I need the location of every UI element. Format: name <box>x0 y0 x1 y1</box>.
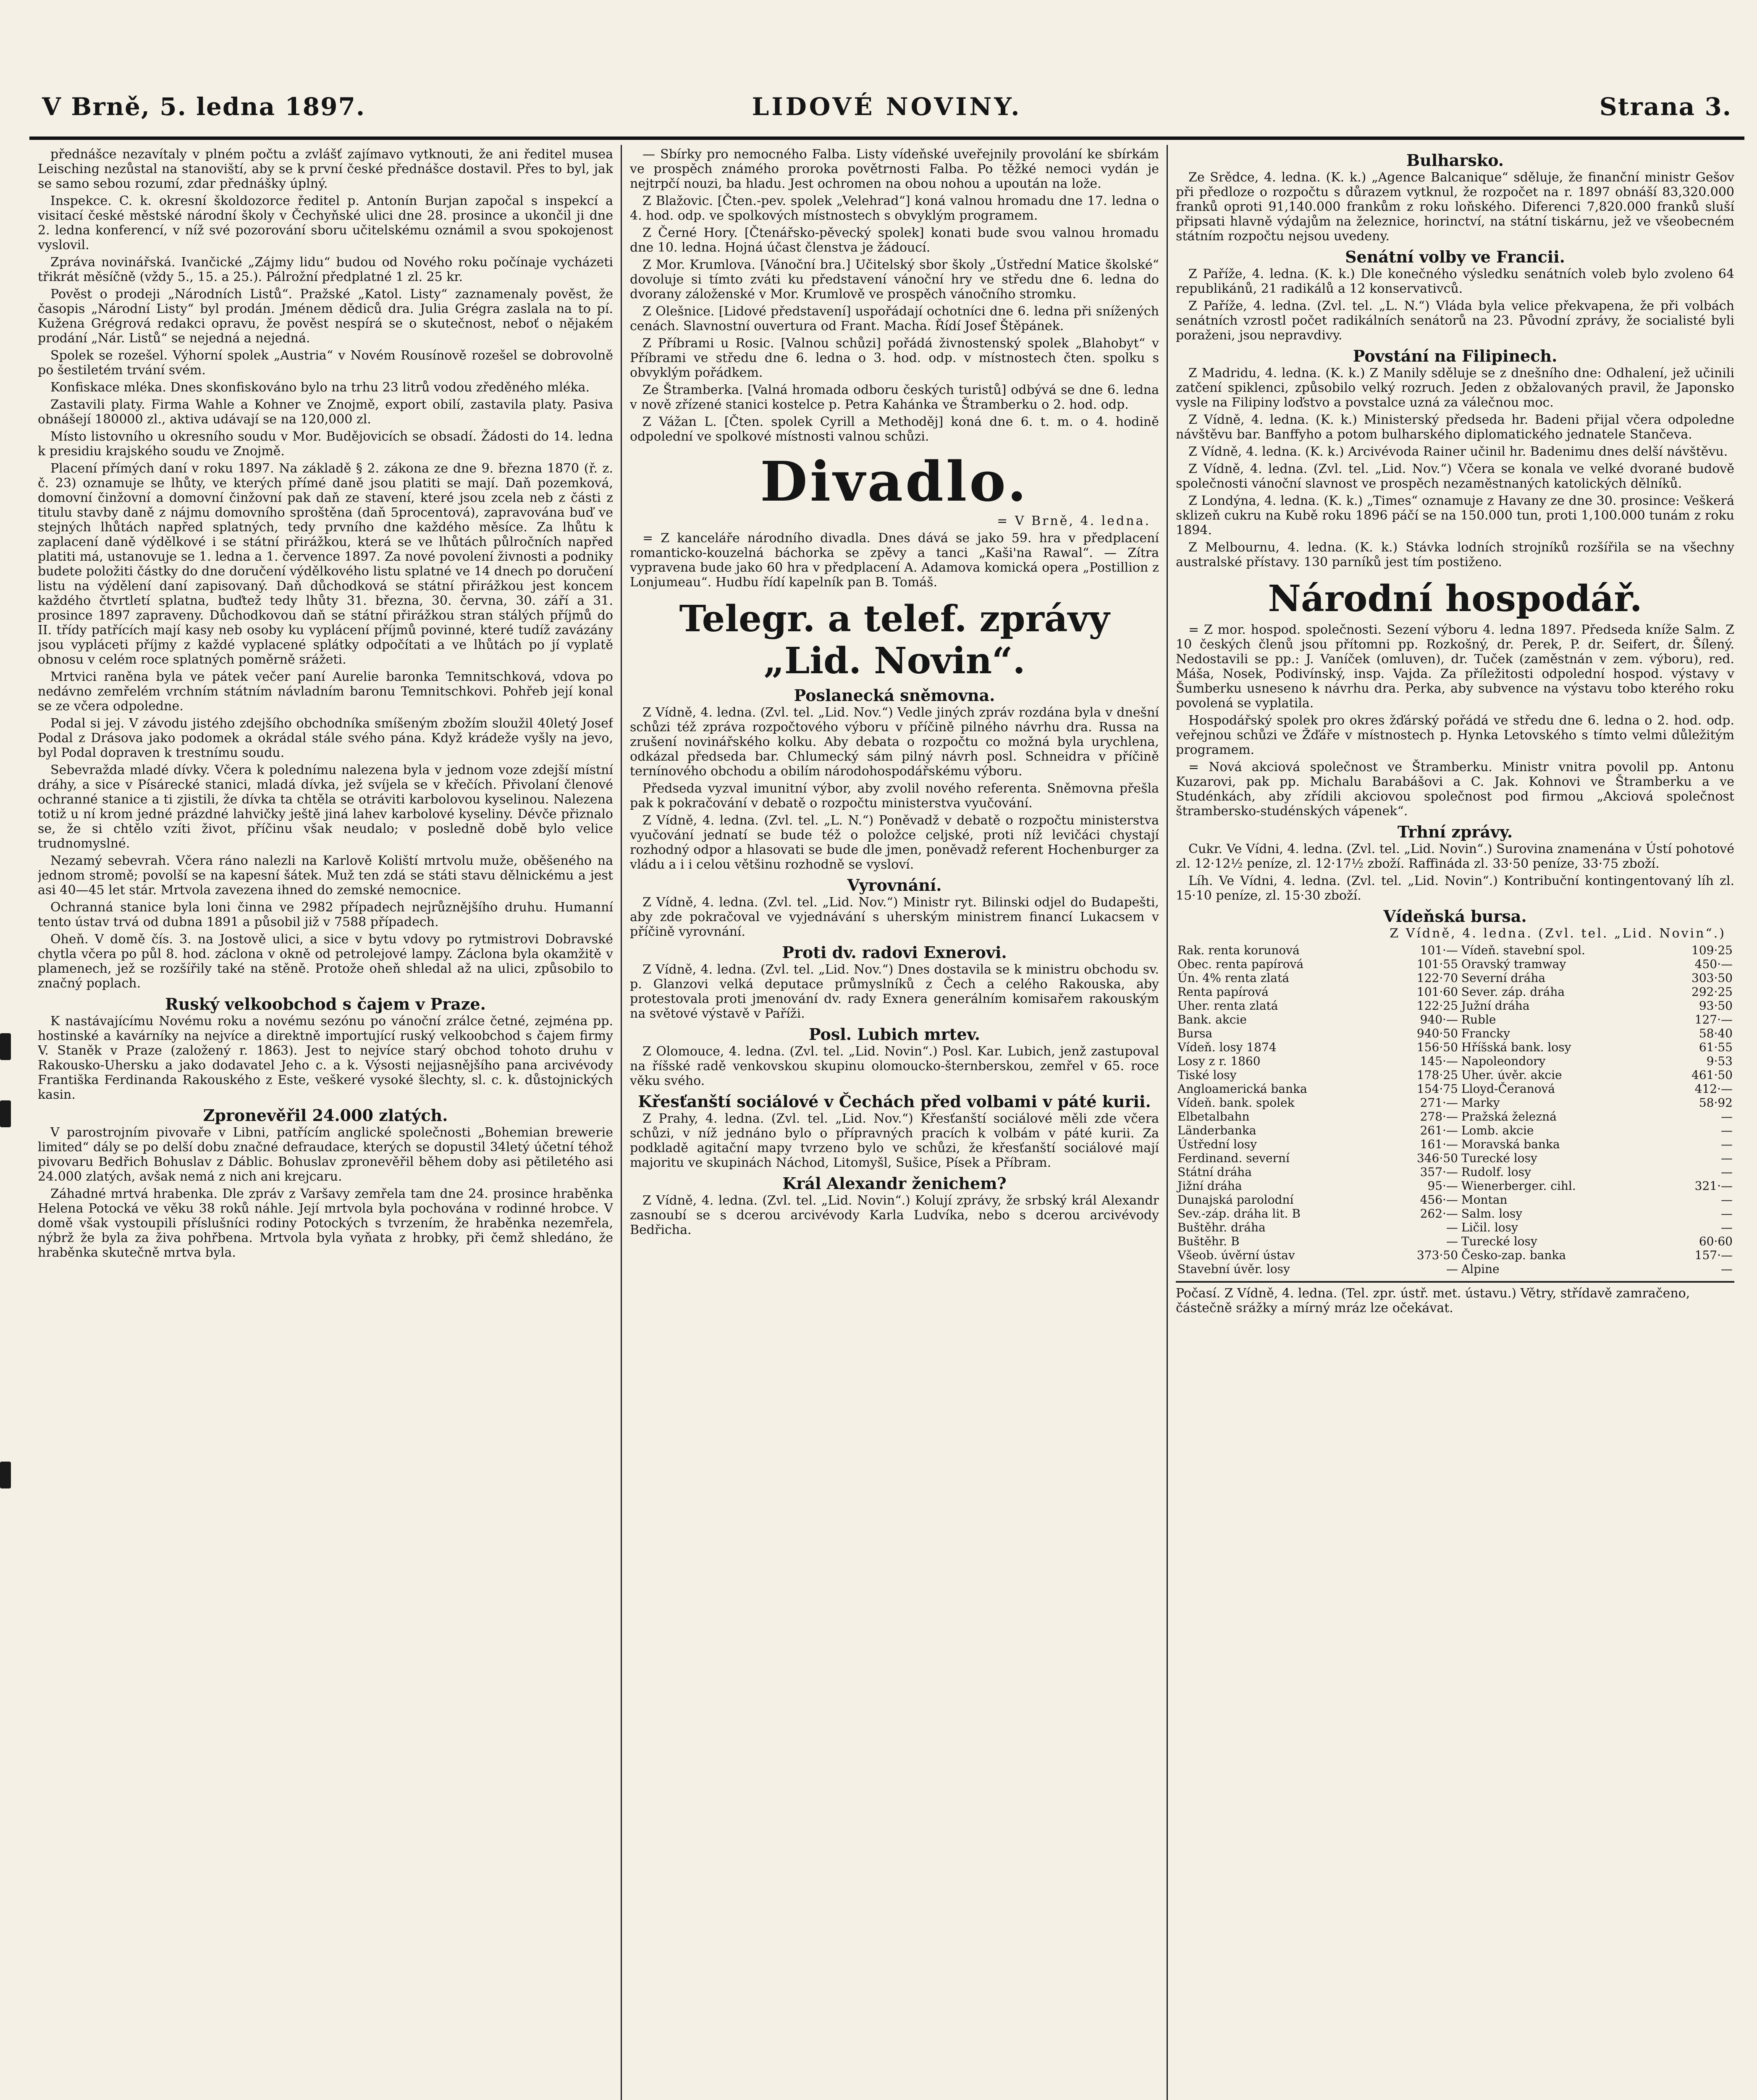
bursa-row <box>1176 1151 1734 1165</box>
bursa-price: 357·— <box>1420 1165 1458 1179</box>
bursa-price: 940·50 <box>1416 1026 1458 1040</box>
bursa-security-name: Uher. úvěr. akcie <box>1461 1068 1562 1082</box>
bursa-price: 95·— <box>1427 1179 1458 1193</box>
bursa-security-name: Jižní dráha <box>1177 1179 1242 1193</box>
article-paragraph: Placení přímých daní v roku 1897. Na základě § 2. zákona ze dne 9. března 1870 (ř. z. č. 23) oznamuje se lhůty, ve kterých přímé daně jsou platiti se mají. Daň pozemková, domovní činžovní a domovní činžovní pak daň ze stavení, které jsou zcela neb z části z titulu stavby daně z nájmu domovního sproštěna (daň 5procentová), zapravována buď ve stejných lhůtách napřed splatných, tedy prvního dne každého měsíce. Za lhůtu k zaplacení daně výdělkové i se státní přirážkou, která se ve lhůtách půlročních napřed platiti má, ustanovuje se 1. ledna a 1. července 1897. Za nové povolení živnosti a podniky budete položiti částky do dne doručení výdělkového listu splatné ve 14 dnech po doručení listu na výdělení daní zapisovaný. Daň důchodková se státní přirážkou jest koncem každého čtvrtletí splatna, buďtež tedy lhůty 31. března, 30. června, 30. září a 31. prosince 1897 zapraveny. Důchodkovou daň se státní přirážkou stran stálých příjmů do II. třídy patřících mají kasy neb osoby ku vyplácení příjmů povinné, které tudíž zavázány jsou vypláceti příjmy z každé vyplacené splátky odpočítati a ve lhůtách po jí vyplatě obnosu v celém roce splatných poměrně srážeti. <box>38 461 613 667</box>
bursa-price: 101·— <box>1420 943 1458 957</box>
bursa-row <box>1176 1137 1734 1151</box>
article-paragraph: Hospodářský spolek pro okres žďárský pořádá ve středu dne 6. ledna o 2. hod. odp. veřejnou schůzi ve Žďáře v místnostech p. Hynka Letovského s tímto velmi důležitým programem. <box>1176 713 1734 757</box>
article-paragraph: Z Příbrami u Rosic. [Valnou schůzi] pořádá živnostenský spolek „Blahobyt“ v Příbrami ve středu dne 6. ledna o 3. hod. odp. v místnostech čten. spolku s obvyklým pořádkem. <box>630 336 1159 380</box>
bursa-security-name: Státní dráha <box>1177 1165 1252 1179</box>
bursa-security-name: Francky <box>1461 1026 1510 1040</box>
bursa-security-name: Lomb. akcie <box>1461 1124 1534 1137</box>
article-paragraph: Z Vídně, 4. ledna. (K. k.) Arcivévoda Rainer učinil hr. Badenimu dnes delší návštěvu. <box>1188 444 1728 459</box>
bursa-row <box>1176 1221 1734 1234</box>
column-2 <box>630 147 1159 2100</box>
bursa-price: — <box>1721 1165 1733 1179</box>
bursa-price: 456·— <box>1420 1193 1458 1207</box>
article-paragraph: Z Vídně, 4. ledna. (Zvl. tel. „L. N.“) Poněvadž v debatě o rozpočtu ministerstva vyučování jednatí se bude též o položce celjské, proti níž levičáci chystají rozhodný odpor a hlasovati se bude dle jmen, poněvadž referent Hochenburger za vládu a i i celou většinu rozhodně se vysloví. <box>630 813 1159 872</box>
article-paragraph: Z Madridu, 4. ledna. (K. k.) Z Manily sděluje se z dnešního dne: Odhalení, jež učinili zatčení spiklenci, způsobilo velký rozruch. Jeden z obžalovaných pravil, že Japonsko vysle na Filipiny loďstvo a povstalce uzná za válečnou moc. <box>1176 366 1734 410</box>
column-rule <box>1167 145 1168 2100</box>
bursa-price: 93·50 <box>1699 999 1733 1013</box>
article-paragraph: — Sbírky pro nemocného Falba. Listy vídeňské uveřejnily provolání ke sbírkám ve prospěch známého proroka povětrnosti Falba. Po těžké nemoci vydán je nejtrpčí nouzi, ba hladu. Jest ochromen na obou nohou a upoután na lože. <box>630 147 1159 191</box>
bursa-table <box>1176 943 1734 1276</box>
bursa-price: — <box>1721 1151 1733 1165</box>
article-paragraph: Z Londýna, 4. ledna. (K. k.) „Times“ oznamuje z Havany ze dne 30. prosince: Veškerá sklizeň cukru na Kubě roku 1896 páčí se na 150.000 tun, proti 1,100.000 tunám z roku 1894. <box>1176 494 1734 538</box>
bursa-row <box>1176 999 1734 1013</box>
bursa-security-name: Uher. renta zlatá <box>1177 999 1278 1013</box>
article-heading: Vídeňská bursa. <box>1383 907 1527 926</box>
column-3-articles <box>1176 153 1734 941</box>
bursa-security-name: Česko-zap. banka <box>1461 1248 1566 1262</box>
bursa-price: 321·— <box>1694 1179 1733 1193</box>
bursa-security-name: Renta papírová <box>1177 985 1269 999</box>
article-paragraph: Z Mor. Krumlova. [Vánoční bra.] Učitelský sbor školy „Ústřední Matice školské“ dovoluje si tímto zváti ku představení vánoční hry ve středu dne 6. ledna do dvorany záloženské v Mor. Krumlově ve prospěch vánočního stromku. <box>630 257 1159 302</box>
bursa-row <box>1176 1248 1734 1262</box>
bursa-price: 461·50 <box>1691 1068 1733 1082</box>
article-heading: Poslanecká sněmovna. <box>794 686 995 705</box>
article-paragraph: Záhadné mrtvá hrabenka. Dle zpráv z Varšavy zemřela tam dne 24. prosince hraběnka Helena Potocká ve věku 38 roků náhle. Její mrtvola byla pochována v rodinné hrobce. V domě však vystoupili příslušníci rodiny Potockých s tvrzením, že hraběnka nezemřela, nýbrž že byla za živa pohřbena. Mrtvola byla vyňata z hrobky, při čemž shledáno, že hraběnka skutečně mrtva byla. <box>38 1186 613 1260</box>
bursa-row <box>1176 1026 1734 1040</box>
article-heading: Povstání na Filipinech. <box>1353 346 1558 365</box>
column-3 <box>1176 147 1734 2100</box>
article-heading: Zpronevěřil 24.000 zlatých. <box>203 1106 448 1125</box>
bursa-row <box>1176 1193 1734 1207</box>
bursa-security-name: Ličil. losy <box>1461 1221 1518 1234</box>
bursa-security-name: Severní dráha <box>1461 971 1546 985</box>
binding-mark <box>0 1462 11 1488</box>
bursa-price: 154·75 <box>1416 1082 1458 1096</box>
article-paragraph: Z Melbournu, 4. ledna. (K. k.) Stávka lodních strojníků rozšířila se na všechny australské přístavy. 130 parníků jest tím postiženo. <box>1176 540 1734 570</box>
bursa-row <box>1176 1110 1734 1124</box>
bursa-price: — <box>1446 1262 1458 1276</box>
newspaper-page <box>29 0 1744 2100</box>
article-paragraph: Konfiskace mléka. Dnes skonfiskováno bylo na trhu 23 litrů vodou zředěného mléka. <box>50 380 590 395</box>
bursa-price: — <box>1721 1137 1733 1151</box>
article-paragraph: Oheň. V domě čís. 3. na Jostově ulici, a sice v bytu vdovy po rytmistrovi Dobravské chytla včera po půl 8. hod. záclona v okně od petrolejové lampy. Záclona byla okamžitě v plamenech, jež se rozšířily také na stěně. Protože oheň shledal až na ulici, způsobilo to značný poplach. <box>38 932 613 991</box>
bursa-price: 271·— <box>1420 1096 1458 1110</box>
bursa-price: 58·92 <box>1699 1096 1733 1110</box>
bursa-price: 261·— <box>1420 1124 1458 1137</box>
bursa-row <box>1176 1068 1734 1082</box>
article-paragraph: K nastávajícímu Novému roku a novému sezónu po vánoční zrálce četné, zejména pp. hostinské a kavárníky na nejvíce a direktně importující ruský velkoobchod s čajem firmy V. Staněk v Praze (založený r. 1863). Jest to nejvíce starý obchod tohoto druhu v Rakousko-Uhersku a jako dodavatel Jeho c. a k. Výsosti nejjasnějšího pana arcivévody Františka Ferdinanda Rakouského z Este, veškeré vysoké šlechty, sl. c. k. důstojnických kasin. <box>38 1014 613 1102</box>
article-heading: Trhní zprávy. <box>1397 822 1513 841</box>
bursa-security-name: Napoleondory <box>1461 1054 1546 1068</box>
bursa-security-name: Stavební úvěr. losy <box>1177 1262 1290 1276</box>
bursa-price: — <box>1721 1262 1733 1276</box>
bursa-security-name: Turecké losy <box>1461 1151 1537 1165</box>
article-paragraph: Ochranná stanice byla loni činna ve 2982 případech nejrůznějšího druhu. Humanní tento ústav trvá od dubna 1891 a působil již v 7588 případech. <box>38 900 613 929</box>
article-heading: Král Alexandr ženichem? <box>782 1174 1007 1193</box>
bursa-security-name: Ún. 4% renta zlatá <box>1177 971 1289 985</box>
section-heading: Divadlo. <box>760 449 1029 514</box>
bursa-security-name: Južní dráha <box>1461 999 1530 1013</box>
bursa-security-name: Elbetalbahn <box>1177 1110 1250 1124</box>
bursa-security-name: Ruble <box>1461 1013 1496 1026</box>
article-paragraph: Ze Štramberka. [Valná hromada odboru českých turistů] odbývá se dne 6. ledna v nově zřízené stanici kostelce p. Petra Kahánka ve Štramberku o 2. hod. odp. <box>630 383 1159 412</box>
bursa-price: 61·55 <box>1699 1040 1733 1054</box>
masthead <box>29 92 1744 139</box>
bursa-security-name: Sever. záp. dráha <box>1461 985 1565 999</box>
article-paragraph: Cukr. Ve Vídni, 4. ledna. (Zvl. tel. „Lid. Novin“.) Surovina znamenána v Ústí pohotové zl. 12·12½ peníze, zl. 12·17½ zboží. Raffináda zl. 33·50 peníze, 33·75 zboží. <box>1176 842 1734 871</box>
bursa-price: — <box>1721 1207 1733 1221</box>
bursa-row <box>1176 1096 1734 1110</box>
article-paragraph: Z Prahy, 4. ledna. (Zvl. tel. „Lid. Nov.“) Křesťanští sociálové měli zde včera schůzi, v níž jednáno bylo o přípravných pracích k volbám v páté kurii. Za podkladě agitační mapy tvrzeno bylo ve schůzi, že křesťanští sociálové mají majoritu ve skupinách Náchod, Litomyšl, Sušice, Písek a Příbram. <box>630 1111 1159 1170</box>
bursa-price: 161·— <box>1420 1137 1458 1151</box>
bursa-security-name: Angloamerická banka <box>1177 1082 1307 1096</box>
article-paragraph: = Z mor. hospod. společnosti. Sezení výboru 4. ledna 1897. Předseda kníže Salm. Z 10 českých členů jsou přítomni pp. Rozkošný, dr. Perek, P. dr. Seifert, dr. Šílený. Nedostavili se pp.: J. Vaníček (omluven), dr. Tuček (zaměstnán v zem. výboru), red. Máša, Nosek, Podivínský, insp. Vajda. Za příležitosti odpolední hospod. výstavy v Šumberku usneseno k návrhu dra. Perka, aby subvence na výstavu tobo kterého roku povolená se vyplatila. <box>1176 622 1734 711</box>
article-paragraph: V parostrojním pivovaře v Libni, patřícím anglické společnosti „Bohemian brewerie limited“ dály se po delší dobu značné defraudace, kterých se dopustil 34letý účetní téhož pivovaru Bedřich Bohuslav z Dáblic. Bohuslav zpronevěřil během doby asi pětiletého asi 24.000 zlatých, avšak nemá z nich ani krejcaru. <box>38 1125 613 1184</box>
bursa-price: 450·— <box>1694 957 1733 971</box>
bursa-row <box>1176 943 1734 957</box>
article-paragraph: Z Blažovic. [Čten.-pev. spolek „Velehrad“] koná valnou hromadu dne 17. ledna o 4. hod. odp. ve spolkových místnostech s obvyklým programem. <box>630 194 1159 223</box>
bursa-security-name: Pražská železná <box>1461 1110 1557 1124</box>
bursa-price: — <box>1721 1193 1733 1207</box>
bursa-security-name: Moravská banka <box>1461 1137 1560 1151</box>
dateline: = V Brně, 4. ledna. <box>997 514 1151 528</box>
article-paragraph: Podal si jej. V závodu jistého zdejšího obchodníka smíšeným zbožím sloužil 40letý Josef Podal z Drásova jako podomek a okrádal stále svého pána. Když krádeže vyšly na jevo, byl Podal dopraven k trestnímu soudu. <box>38 716 613 760</box>
bursa-security-name: Wienerberger. cihl. <box>1461 1179 1576 1193</box>
article-paragraph: Z Vážan L. [Čten. spolek Cyrill a Methoděj] koná dne 6. t. m. o 4. hodině odpolední ve spolkové místnosti valnou schůzi. <box>630 415 1159 444</box>
bursa-price: 412·— <box>1694 1082 1733 1096</box>
article-paragraph: Mrtvici raněna byla ve pátek večer paní Aurelie baronka Temnitschková, vdova po nedávno zemřelém vrchním státním návladním baronu Temnitschkovi. Pohřeb její konal se ze včera odpoledne. <box>38 669 613 714</box>
bursa-security-name: Hříšská bank. losy <box>1461 1040 1571 1054</box>
bursa-security-name: Ústřední losy <box>1177 1137 1257 1151</box>
article-paragraph: Spolek se rozešel. Výhorní spolek „Austria“ v Novém Rousínově rozešel se dobrovolně po šestiletém trvání svém. <box>38 348 613 378</box>
bursa-row <box>1176 1054 1734 1068</box>
bursa-row <box>1176 1124 1734 1137</box>
bursa-security-name: Rudolf. losy <box>1461 1165 1531 1179</box>
binding-mark <box>0 1100 11 1127</box>
column-1 <box>38 147 613 2100</box>
article-paragraph: přednášce nezavítaly v plném počtu a zvlášť zajímavo vytknouti, že ani ředitel musea Leisching nezůstal na stanoviští, aby se k první české přednášce dostavil. Přes to byl, jak se samo sebou rozumí, zdar přednášky úplný. <box>38 147 613 191</box>
article-paragraph: = Nová akciová společnost ve Štramberku. Ministr vnitra povolil pp. Antonu Kuzarovi, pak pp. Michalu Barabášovi a C. Jak. Kohnovi ve Štramberku a ve Studénkách, aby zřídili akciovou společnost pod firmou „Akciová společnost štrambersko-studénských vápenek“. <box>1176 760 1734 819</box>
bursa-security-name: Länderbanka <box>1177 1124 1256 1137</box>
column-rule <box>621 145 622 2100</box>
bursa-price: — <box>1721 1221 1733 1234</box>
article-paragraph: Z Vídně, 4. ledna. (K. k.) Ministerský předseda hr. Badeni přijal včera odpoledne návštěvu bar. Banffyho a potom bulharského diplomatického jednatele Stančeva. <box>1176 412 1734 442</box>
bursa-price: 292·25 <box>1691 985 1733 999</box>
section-heading: Národní hospodář. <box>1268 578 1642 620</box>
article-paragraph: Z Olešnice. [Lidové představení] uspořádají ochotníci dne 6. ledna při snížených cenách. Slavnostní ouvertura od Frant. Macha. Řídí Josef Štěpánek. <box>630 304 1159 333</box>
article-heading: Bulharsko. <box>1406 151 1504 170</box>
article-heading: Křesťanští sociálové v Čechách před volbami v páté kurii. <box>638 1092 1151 1111</box>
bursa-price: 127·— <box>1694 1013 1733 1026</box>
article-paragraph: Sebevražda mladé dívky. Včera k polednímu nalezena byla v jednom voze zdejší místní dráhy, a sice v Písárecké stanici, mladá dívka, jež svíjela se v křečích. Přivolaní členové ochranné stanice a ti zjistili, že dívka ta chtěla se otráviti karbolovou kyselinou. Nalezena totiž u ní krom jedné prázdné lahvičky ještě jiná lahev karbolové kyseliny. Dévče přiznalo se, že si chtělo vzíti život, příčinu však neudalo; v posledně době bylo velice trudnomyslné. <box>38 763 613 851</box>
bursa-price: 178·25 <box>1416 1068 1458 1082</box>
bursa-security-name: Buštěhr. dráha <box>1177 1221 1266 1234</box>
bursa-security-name: Bursa <box>1177 1026 1213 1040</box>
bursa-price: 303·50 <box>1691 971 1733 985</box>
bursa-price: 101·55 <box>1416 957 1458 971</box>
bursa-security-name: Bank. akcie <box>1177 1013 1247 1026</box>
bursa-security-name: Losy z r. 1860 <box>1177 1054 1261 1068</box>
bursa-price: 60·60 <box>1699 1234 1733 1248</box>
bursa-price: 9·53 <box>1706 1054 1733 1068</box>
masthead-page-number: Strana 3. <box>1599 92 1732 121</box>
bursa-row <box>1176 1082 1734 1096</box>
article-paragraph: Líh. Ve Vídni, 4. ledna. (Zvl. tel. „Lid. Novin“.) Kontribuční kontingentovaný líh zl. 15·10 peníze, zl. 15·30 zboží. <box>1176 874 1734 903</box>
bursa-row <box>1176 1234 1734 1248</box>
article-paragraph: Ze Srědce, 4. ledna. (K. k.) „Agence Balcanique“ sděluje, že finanční ministr Gešov při předloze o rozpočtu s důrazem vytknul, že rozpočet na r. 1897 obnáší 83,320.000 franků oproti 91,140.000 frankům z roku loňského. Diferenci 7,820.000 franků sluší připsati hlavně výdajům na železnice, horinctví, na státní tiskárnu, jež ve všeobecném státním rozpočtu nejsou uvedeny. <box>1176 170 1734 244</box>
article-paragraph: Zpráva novinářská. Ivančické „Zájmy lidu“ budou od Nového roku počínaje vycházeti třikrát měsíčně (vždy 5., 15. a 25.). Pálrožní předplatné 1 zl. 25 kr. <box>38 255 613 284</box>
bursa-security-name: Všeob. úvěrní ústav <box>1177 1248 1295 1262</box>
article-paragraph: Předseda vyzval imunitní výbor, aby zvolil nového referenta. Sněmovna přešla pak k pokračování v debatě o rozpočtu ministerstva vyučování. <box>630 781 1159 811</box>
bursa-security-name: Oravský tramway <box>1461 957 1566 971</box>
bursa-row <box>1176 1207 1734 1221</box>
article-paragraph: Nezamý sebevrah. Včera ráno nalezli na Karlově Koliští mrtvolu muže, oběšeného na jednom stromě; povolší se na kapesní šátek. Muž ten zdá se státi stavu dělnickému a jest asi 40—45 let stár. Mrtvola zavezena ihned do zemské nemocnice. <box>38 853 613 898</box>
bursa-security-name: Turecké losy <box>1461 1234 1537 1248</box>
bursa-security-name: Vídeň. stavební spol. <box>1461 943 1585 957</box>
article-paragraph: Z Paříže, 4. ledna. (Zvl. tel. „L. N.“) Vláda byla velice překvapena, že při volbách senátních vzrostl počet radikálních senátorů na 23. Původní zprávy, že socialisté byli poraženi, jsou nepravdivy. <box>1176 299 1734 343</box>
bursa-row <box>1176 1013 1734 1026</box>
article-paragraph: Z Vídně, 4. ledna. (Zvl. tel. „Lid. Novin“.) Kolují zprávy, že srbský král Alexandr zasnoubí se s dcerou arcivévody Karla Ludvíka, nebo s dcerou arcivévody Bedřicha. <box>630 1193 1159 1237</box>
bursa-security-name: Sev.-záp. dráha lit. B <box>1177 1207 1301 1221</box>
bursa-row <box>1176 1040 1734 1054</box>
bursa-security-name: Vídeň. losy 1874 <box>1177 1040 1277 1054</box>
bursa-security-name: Lloyd-Čeranová <box>1461 1082 1555 1096</box>
bursa-price: 373·50 <box>1416 1248 1458 1262</box>
bursa-price: 109·25 <box>1691 943 1733 957</box>
article-paragraph: Místo listovního u okresního soudu v Mor. Budějovicích se obsadí. Žádosti do 14. ledna k presidiu krajského soudu ve Znojmě. <box>38 429 613 459</box>
article-heading: Posl. Lubich mrtev. <box>809 1025 980 1044</box>
bursa-security-name: Dunajská parolodní <box>1177 1193 1294 1207</box>
article-heading: Ruský velkoobchod s čajem v Praze. <box>165 995 486 1013</box>
article-heading: Vyrovnání. <box>847 876 942 895</box>
dateline: Z Vídně, 4. ledna. (Zvl. tel. „Lid. Novin“.) <box>1390 926 1726 941</box>
bursa-price: 58·40 <box>1699 1026 1733 1040</box>
article-paragraph: Z Vídně, 4. ledna. (Zvl. tel. „Lid. Nov.“) Vedle jiných zpráv rozdána byla v dnešní schůzi též zpráva rozpočtového výboru v příčině pilného návrhu dra. Russa na zrušení novinářského kolku. Aby debata o rozpočtu co možná byla urychlena, odkázal předseda bar. Chlumecký sám pilný návrh posl. Schneidra v příčině ternínového obchodu a obilím národohospodářskému výboru. <box>630 705 1159 779</box>
article-paragraph: Z Vídně, 4. ledna. (Zvl. tel. „Lid. Nov.“) Včera se konala ve velké dvorané budově společnosti vánoční slavnost ve prospěch nezaměstnaných katolických dělníků. <box>1176 462 1734 491</box>
binding-mark <box>0 1033 11 1060</box>
article-paragraph: Z Olomouce, 4. ledna. (Zvl. tel. „Lid. Novin“.) Posl. Kar. Lubich, jenž zastupoval na říšské radě venkovskou skupinu olomoucko-šternberskou, zemřel v 65. roce věku svého. <box>630 1044 1159 1088</box>
article-heading: Proti dv. radovi Exnerovi. <box>782 943 1007 962</box>
article-heading: Senátní volby ve Francii. <box>1345 247 1565 266</box>
bursa-row <box>1176 1262 1734 1276</box>
bursa-security-name: Vídeň. bank. spolek <box>1177 1096 1295 1110</box>
bursa-price: — <box>1721 1124 1733 1137</box>
bursa-price: — <box>1446 1221 1458 1234</box>
bursa-price: 101·60 <box>1416 985 1458 999</box>
bursa-price: 940·— <box>1420 1013 1458 1026</box>
bursa-price: 346·50 <box>1416 1151 1458 1165</box>
bursa-row <box>1176 1165 1734 1179</box>
bursa-price: 122·70 <box>1416 971 1458 985</box>
bursa-row <box>1176 971 1734 985</box>
bursa-price: 145·— <box>1420 1054 1458 1068</box>
bursa-price: 156·50 <box>1416 1040 1458 1054</box>
masthead-date: V Brně, 5. ledna 1897. <box>42 92 366 121</box>
bursa-price: 157·— <box>1694 1248 1733 1262</box>
section-heading: Telegr. a telef. zprávy „Lid. Novin“. <box>679 598 1110 682</box>
article-paragraph: Z Černé Hory. [Čtenářsko-pěvecký spolek] konati bude svou valnou hromadu dne 10. ledna. Hojná účast členstva je žádoucí. <box>630 226 1159 255</box>
bursa-price: 262·— <box>1420 1207 1458 1221</box>
bursa-security-name: Tiské losy <box>1177 1068 1237 1082</box>
bursa-security-name: Obec. renta papírová <box>1177 957 1304 971</box>
bursa-price: — <box>1446 1234 1458 1248</box>
bursa-security-name: Montan <box>1461 1193 1508 1207</box>
bursa-security-name: Salm. losy <box>1461 1207 1523 1221</box>
bursa-price: 122·25 <box>1416 999 1458 1013</box>
article-paragraph: Z Vídně, 4. ledna. (Zvl. tel. „Lid. Nov.“) Ministr ryt. Bilinski odjel do Budapešti, aby zde pokračoval ve vyjednávání s uherským ministrem financí Lukacsem v příčině vyrovnání. <box>630 895 1159 939</box>
masthead-title: LIDOVÉ NOVINY. <box>752 92 1022 121</box>
article-paragraph: Z Vídně, 4. ledna. (Zvl. tel. „Lid. Nov.“) Dnes dostavila se k ministru obchodu sv. p. Glanzovi velká deputace průmyslníků z Čech a celého Rakouska, aby protestovala proti jmenování dv. rady Exnera generálním komisařem rakouským na světové výstavě v Paříži. <box>630 962 1159 1021</box>
bursa-security-name: Marky <box>1461 1096 1500 1110</box>
article-paragraph: Zastavili platy. Firma Wahle a Kohner ve Znojmě, export obilí, zastavila platy. Pasiva obnášejí 180000 zl., aktiva udávají se na 120,000 zl. <box>38 397 613 427</box>
bursa-row <box>1176 957 1734 971</box>
bursa-security-name: Ferdinand. severní <box>1177 1151 1290 1165</box>
bursa-row <box>1176 985 1734 999</box>
bursa-price: — <box>1721 1110 1733 1124</box>
article-paragraph: = Z kanceláře národního divadla. Dnes dává se jako 59. hra v předplacení romanticko-kouzelná báchorka se zpěvy a tanci „Kaši'na Rawal“. — Zítra vypravena bude jako 60 hra v předplacení A. Adamova komická opera „Postillion z Lonjumeau“. Hudbu řídí kapelník pan B. Tomáš. <box>630 531 1159 590</box>
bursa-row <box>1176 1179 1734 1193</box>
article-paragraph: Z Paříže, 4. ledna. (K. k.) Dle konečného výsledku senátních voleb bylo zvoleno 64 republikánů, 21 radikálů a 12 konservativců. <box>1176 267 1734 296</box>
bursa-security-name: Buštěhr. B <box>1177 1234 1240 1248</box>
bursa-security-name: Rak. renta korunová <box>1177 943 1300 957</box>
weather-report: Počasí. Z Vídně, 4. ledna. (Tel. zpr. ústř. met. ústavu.) Větry, střídavě zamračeno, částečně srážky a mírný mráz lze očekávat. <box>1176 1281 1734 1315</box>
bursa-price: 278·— <box>1420 1110 1458 1124</box>
masthead-rule <box>29 136 1744 140</box>
article-paragraph: Inspekce. C. k. okresní školdozorce ředitel p. Antonín Burjan započal s inspekcí a visitací české městské národní školy v Čechyňské ulici dne 28. prosince a ukončil ji dne 2. ledna konferencí, v níž své pozorování sboru učitelskému oznámil a svou spokojenost vyslovil. <box>38 194 613 252</box>
bursa-security-name: Alpine <box>1461 1262 1500 1276</box>
article-paragraph: Pověst o prodeji „Národních Listů“. Pražské „Katol. Listy“ zaznamenaly pověst, že časopis „Národní Listy“ byl prodán. Jménem dědiců dra. Julia Grégra zaslala na to pí. Kuženа Grégrová redakci opravu, že pověst nespírá se o skutečnost, neboť o nějakém prodání „Nár. Listů“ se nejedná a nejedná. <box>38 287 613 346</box>
